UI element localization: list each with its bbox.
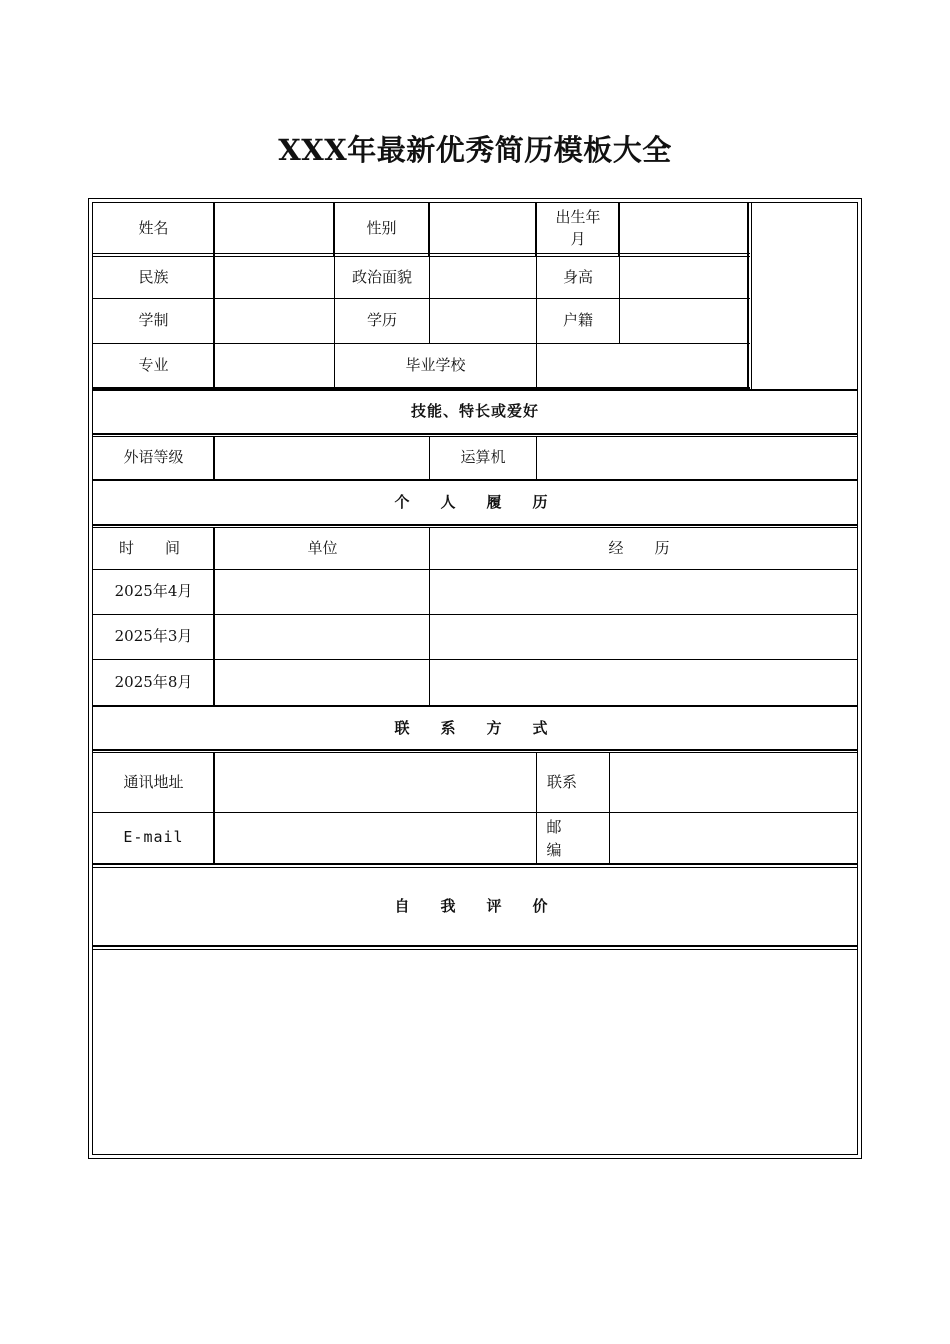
field-mailing-address[interactable]: [216, 753, 536, 812]
label-hukou: 户籍: [562, 311, 593, 330]
label-gender: 性别: [366, 218, 397, 237]
history-row-time: 2025年4月: [114, 582, 193, 601]
field-foreign-language-level[interactable]: [216, 437, 429, 479]
label-mailing-address: 通讯地址: [123, 772, 184, 791]
field-ethnicity[interactable]: [216, 257, 333, 298]
label-postcode: 邮编: [546, 817, 562, 859]
history-row-unit[interactable]: [216, 660, 429, 706]
section-header-contact: 联 系 方 式: [394, 719, 556, 738]
field-graduate-school[interactable]: [537, 344, 747, 387]
field-contact[interactable]: [610, 753, 856, 812]
field-schooling-length[interactable]: [216, 299, 333, 343]
history-row-unit[interactable]: [216, 615, 429, 659]
section-header-skills: 技能、特长或爱好: [410, 402, 539, 421]
label-contact: 联系: [546, 772, 577, 791]
field-name[interactable]: [216, 204, 333, 253]
label-birth-date: 出生年月: [555, 207, 601, 248]
column-header-unit: 单位: [307, 538, 338, 557]
section-header-self-evaluation: 自 我 评 价: [394, 897, 556, 916]
field-postcode[interactable]: [610, 813, 856, 863]
label-computer: 运算机: [460, 448, 506, 467]
label-email: E-mail: [123, 828, 184, 847]
field-email[interactable]: [216, 813, 536, 863]
history-row-unit[interactable]: [216, 570, 429, 614]
history-row-time: 2025年8月: [114, 673, 193, 692]
field-major[interactable]: [216, 344, 333, 387]
field-birth-date[interactable]: [621, 204, 747, 253]
history-row-experience[interactable]: [430, 570, 856, 614]
history-row-experience[interactable]: [430, 660, 856, 706]
label-political-status: 政治面貌: [351, 267, 412, 286]
label-degree: 学历: [366, 311, 397, 330]
label-graduate-school: 毕业学校: [405, 355, 466, 374]
section-header-personal-history: 个 人 履 历: [394, 493, 556, 512]
label-name: 姓名: [138, 218, 169, 237]
column-header-time: 时 间: [118, 538, 188, 557]
field-computer[interactable]: [537, 437, 856, 479]
history-row-time: 2025年3月: [114, 627, 193, 646]
label-schooling-length: 学制: [138, 311, 169, 330]
label-foreign-language-level: 外语等级: [123, 448, 184, 467]
photo-area[interactable]: [753, 204, 857, 387]
field-self-evaluation[interactable]: [94, 951, 856, 1153]
field-hukou[interactable]: [620, 299, 747, 343]
field-degree[interactable]: [430, 299, 536, 343]
field-height[interactable]: [620, 257, 747, 298]
document-title: XXX年最新优秀简历模板大全: [278, 133, 672, 167]
column-header-experience: 经 历: [608, 538, 678, 557]
history-row-experience[interactable]: [430, 615, 856, 659]
field-political-status[interactable]: [430, 257, 536, 298]
label-ethnicity: 民族: [138, 267, 169, 286]
field-gender[interactable]: [431, 204, 535, 253]
label-height: 身高: [562, 267, 593, 286]
label-major: 专业: [138, 355, 169, 374]
